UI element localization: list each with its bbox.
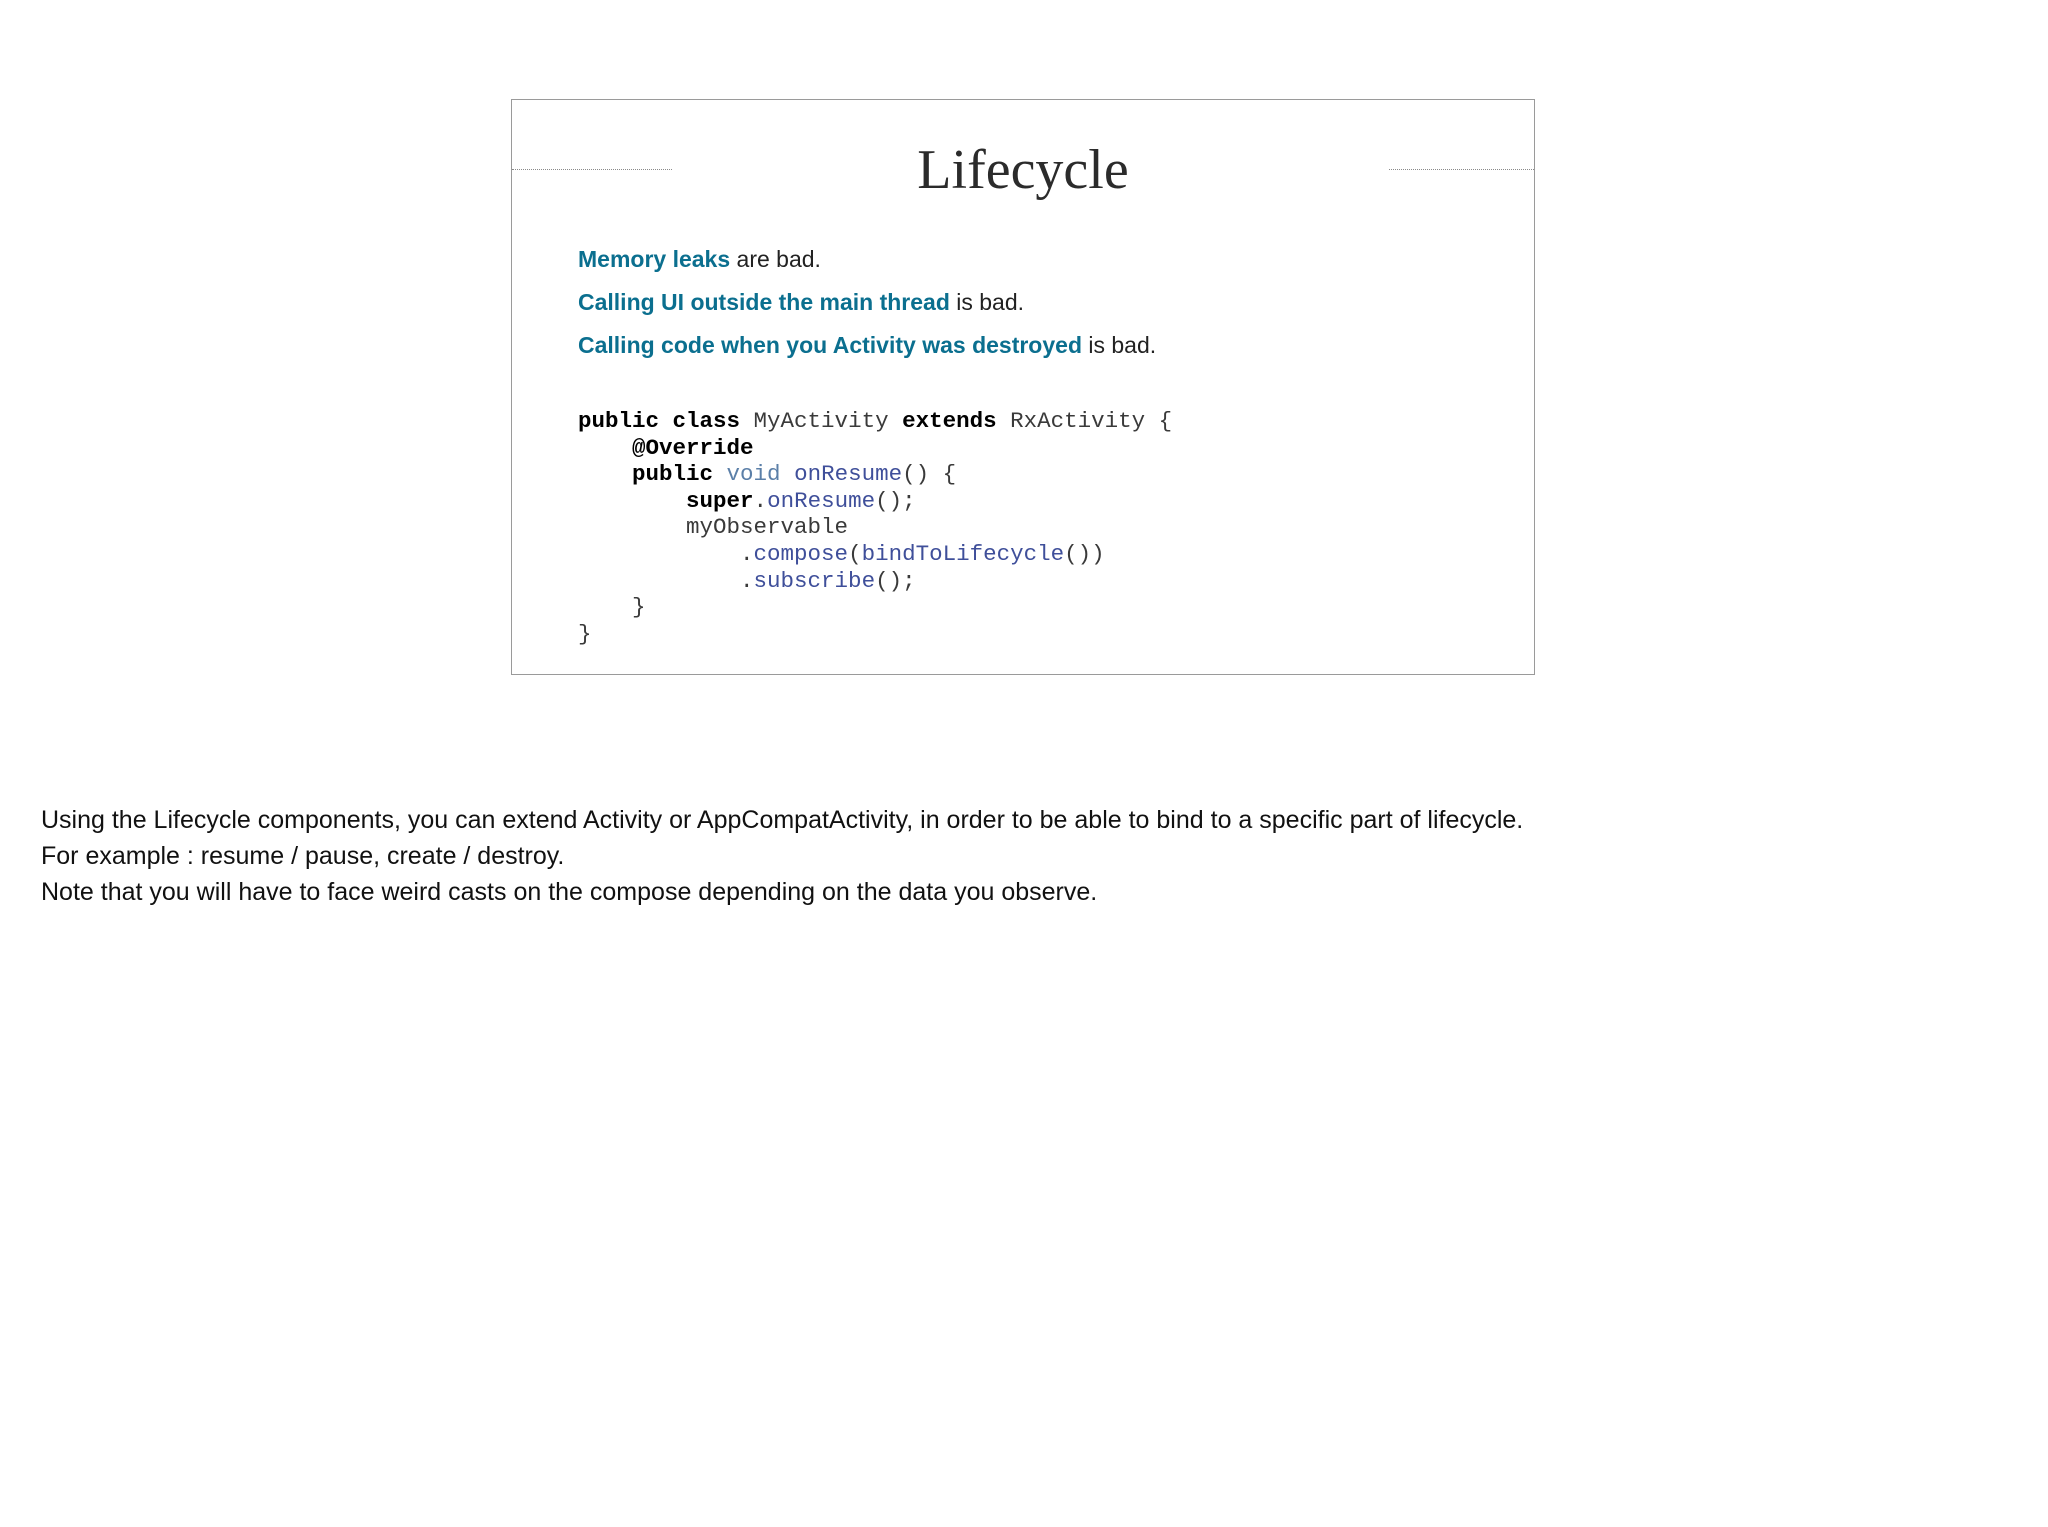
bullet-item <box>578 324 1478 367</box>
code-text: ()) <box>1064 540 1105 567</box>
code-keyword: public <box>578 408 660 434</box>
code-type: void <box>726 461 781 488</box>
code-function: onResume <box>794 461 903 488</box>
code-keyword: extends <box>902 408 997 434</box>
bullet-list <box>578 238 1478 367</box>
code-function: compose <box>753 540 849 567</box>
code-text: (); <box>875 487 916 514</box>
code-text: RxActivity { <box>996 408 1173 434</box>
bullet-highlight: Calling UI outside the main thread <box>578 289 950 315</box>
notes-line: Note that you will have to face weird casts on the compose depending on the data you observe. <box>41 878 1098 906</box>
bullet-text: is bad. <box>949 289 1025 315</box>
code-class-name: MyActivity <box>740 408 903 434</box>
code-annotation: @Override <box>632 434 754 461</box>
code-text: } <box>578 620 592 647</box>
slide-title: Lifecycle <box>917 139 1129 201</box>
code-text: . <box>740 540 754 567</box>
bullet-text: is bad. <box>1082 332 1157 358</box>
code-text: } <box>632 594 646 621</box>
code-text: () { <box>902 461 957 488</box>
notes-line: For example : resume / pause, create / destroy. <box>41 842 565 870</box>
bullet-highlight: Calling code when you Activity was destroyed <box>578 332 1082 358</box>
code-function: subscribe <box>753 567 876 594</box>
slide-preview <box>511 99 1535 675</box>
code-keyword: class <box>672 408 741 434</box>
notes-line: Using the Lifecycle components, you can extend Activity or AppCompatActivity, in order to be able to bind to a specific part of lifecycle. <box>41 806 1524 834</box>
speaker-notes <box>41 802 2001 910</box>
code-keyword: super <box>686 487 754 514</box>
code-text: . <box>740 567 754 594</box>
bullet-highlight: Memory leaks <box>578 246 731 272</box>
code-function: bindToLifecycle <box>861 540 1065 567</box>
code-text: ( <box>848 540 862 567</box>
code-function: onResume <box>767 487 876 514</box>
bullet-item <box>578 238 1478 281</box>
code-text: (); <box>875 567 916 594</box>
bullet-text: are bad. <box>730 246 821 272</box>
code-variable: myObservable <box>686 514 849 541</box>
code-text: . <box>753 487 768 514</box>
code-block <box>578 408 1172 647</box>
bullet-item <box>578 281 1478 324</box>
code-keyword: public <box>632 461 714 488</box>
